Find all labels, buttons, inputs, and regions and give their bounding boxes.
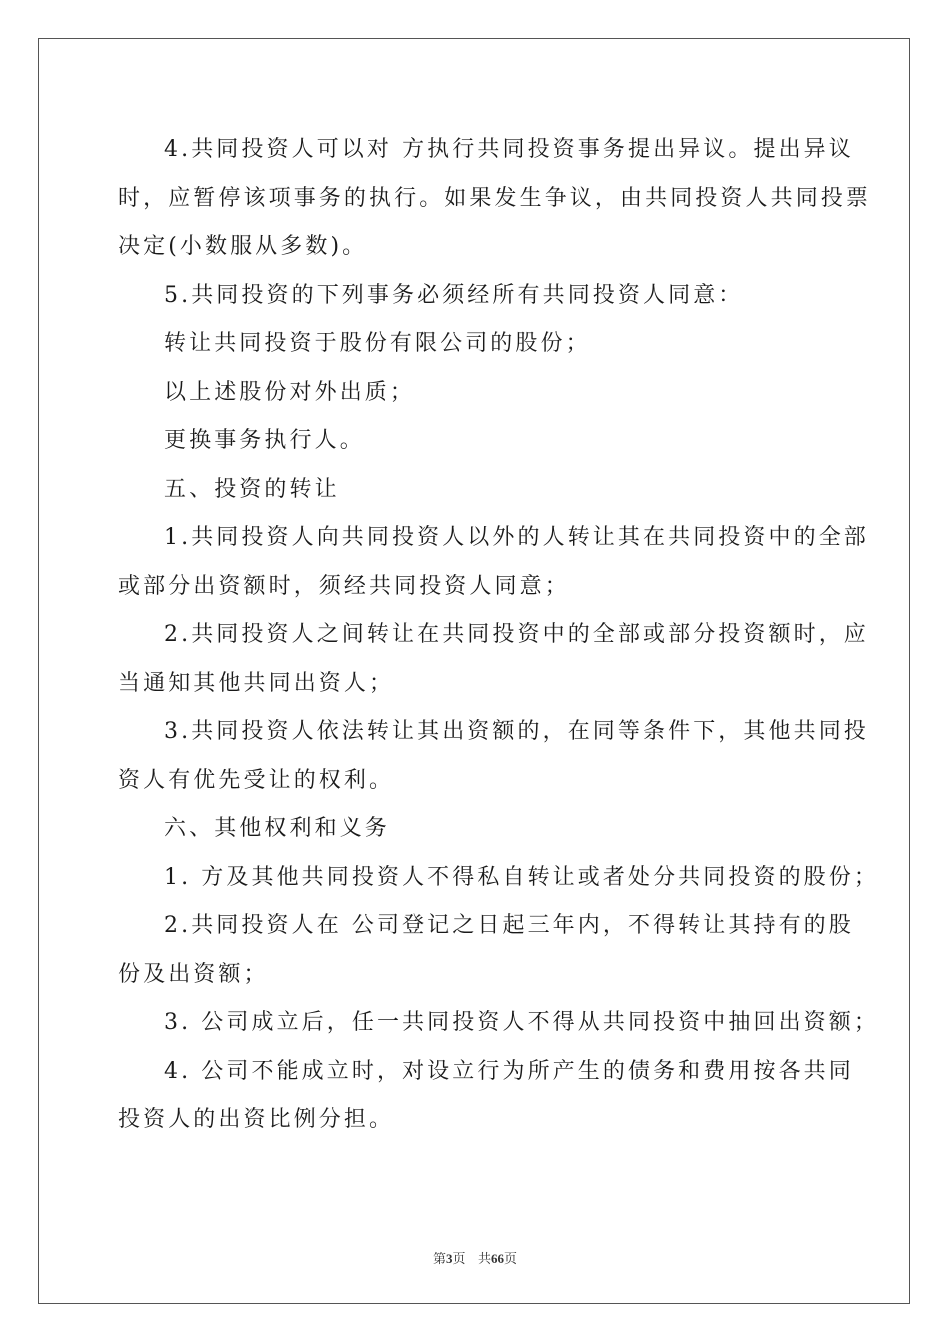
paragraph-line: 3.共同投资人依法转让其出资额的，在同等条件下，其他共同投 bbox=[164, 719, 869, 744]
section-heading: 六、其他权利和义务 bbox=[164, 816, 390, 841]
footer-total-pages: 66 bbox=[490, 1251, 504, 1266]
paragraph-line: 投资人的出资比例分担。 bbox=[118, 1107, 395, 1132]
page-footer bbox=[0, 1248, 950, 1267]
paragraph-line: 份及出资额； bbox=[118, 961, 269, 987]
paragraph-line: 时，应暂停该项事务的执行。如果发生争议，由共同投资人共同投票 bbox=[118, 185, 872, 211]
paragraph-line: 决定(小数服从多数)。 bbox=[118, 234, 368, 259]
paragraph-line: 3. 公司成立后，任一共同投资人不得从共同投资中抽回出资额； bbox=[164, 1010, 879, 1035]
paragraph-line: 资人有优先受让的权利。 bbox=[118, 767, 395, 793]
paragraph-line: 4. 公司不能成立时，对设立行为所产生的债务和费用按各共同 bbox=[164, 1058, 854, 1084]
paragraph-line: 当通知其他共同出资人； bbox=[118, 670, 395, 696]
paragraph-line: 4.共同投资人可以对 方执行共同投资事务提出异议。提出异议 bbox=[164, 137, 854, 162]
paragraph-line: 以上述股份对外出质； bbox=[164, 379, 416, 405]
footer-page-prefix: 第 bbox=[433, 1252, 447, 1267]
paragraph-line: 5.共同投资的下列事务必须经所有共同投资人同意： bbox=[164, 282, 744, 308]
footer-page-number: 3 bbox=[446, 1251, 453, 1266]
paragraph-line: 更换事务执行人。 bbox=[164, 428, 365, 453]
section-heading: 五、投资的转让 bbox=[164, 476, 340, 502]
paragraph-line: 或部分出资额时，须经共同投资人同意； bbox=[118, 573, 570, 599]
footer-page-suffix: 页 bbox=[452, 1252, 466, 1267]
document-body bbox=[118, 126, 879, 1145]
footer-total-prefix: 共 bbox=[477, 1252, 491, 1267]
paragraph-line: 转让共同投资于股份有限公司的股份； bbox=[164, 331, 591, 356]
footer-total-suffix: 页 bbox=[503, 1252, 517, 1267]
paragraph-line: 1.共同投资人向共同投资人以外的人转让其在共同投资中的全部 bbox=[164, 525, 869, 550]
paragraph-line: 1. 方及其他共同投资人不得私自转让或者处分共同投资的股份； bbox=[164, 864, 879, 890]
paragraph-line: 2.共同投资人之间转让在共同投资中的全部或部分投资额时，应 bbox=[164, 622, 869, 647]
paragraph-line: 2.共同投资人在 公司登记之日起三年内，不得转让其持有的股 bbox=[164, 913, 854, 938]
